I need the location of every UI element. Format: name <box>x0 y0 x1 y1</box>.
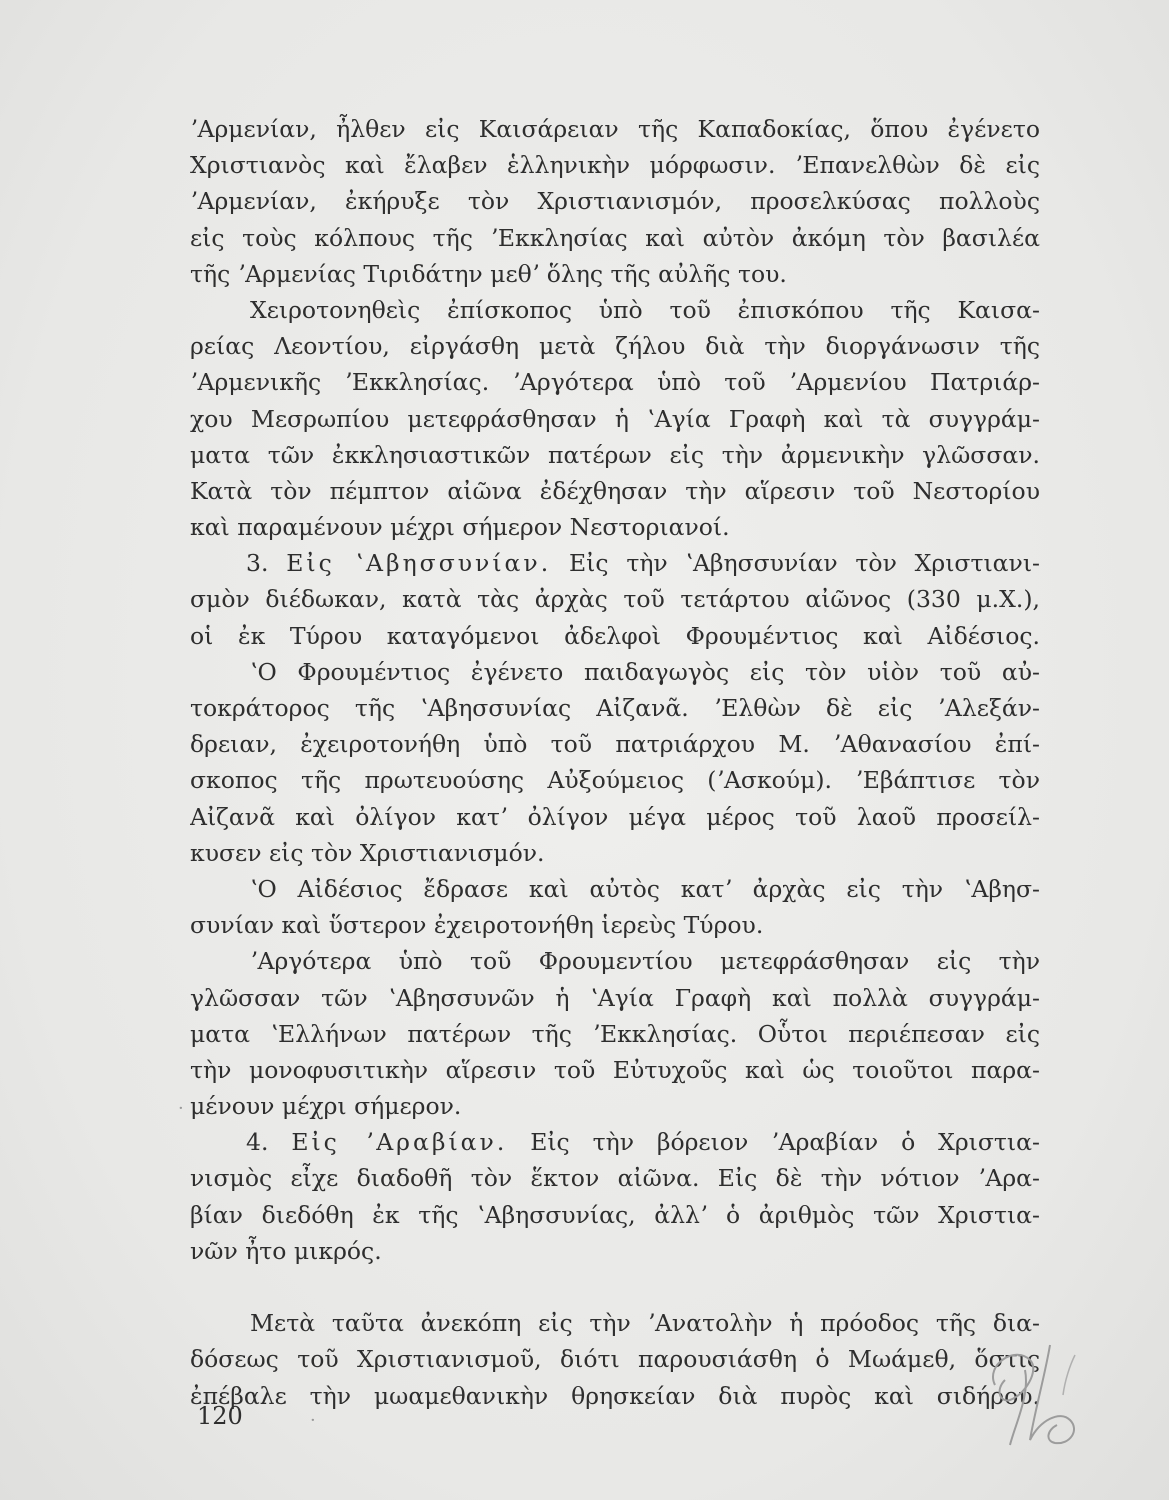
text-line: βίαν διεδόθη ἐκ τῆς ʽΑβησσυνίας, ἀλλʼ ὁ ἀριθμὸς τῶν Χριστια- <box>190 1200 1040 1229</box>
stray-dot: · <box>310 1410 316 1431</box>
text-line: ματα ʽΕλλήνων πατέρων τῆς ʼΕκκλησίας. Οὗτοι περιέπεσαν εἰς <box>190 1019 1040 1048</box>
body-text <box>190 111 1040 1414</box>
text-line: τὴν μονοφυσιτικὴν αἵρεσιν τοῦ Εὐτυχοῦς καὶ ὡς τοιοῦτοι παρα- <box>190 1055 1040 1084</box>
paragraph-gap <box>190 1269 1040 1305</box>
stray-dot: · <box>178 1098 184 1119</box>
text-line: γλῶσσαν τῶν ʽΑβησσυνῶν ἡ ʽΑγία Γραφὴ καὶ πολλὰ συγγράμ- <box>190 983 1040 1012</box>
section-heading: Εἰς ʼΑραβίαν. <box>291 1128 508 1157</box>
section-number: 4. <box>246 1128 269 1157</box>
text-line: σκοπος τῆς πρωτευούσης Αὐξούμειος (ʼΑσκούμ). ʼΕβάπτισε τὸν <box>190 766 1040 795</box>
text-line: δρειαν, ἐχειροτονήθη ὑπὸ τοῦ πατριάρχου Μ. ʼΑθανασίου ἐπί- <box>190 730 1040 759</box>
text-line: Χριστιανὸς καὶ ἔλαβεν ἑλληνικὴν μόρφωσιν. ʼΕπανελθὼν δὲ εἰς <box>190 151 1040 180</box>
text-line: νισμὸς εἶχε διαδοθῆ τὸν ἕκτον αἰῶνα. Εἰς δὲ τὴν νότιον ʼΑρα- <box>190 1164 1040 1193</box>
text-line: σμὸν διέδωκαν, κατὰ τὰς ἀρχὰς τοῦ τετάρτου αἰῶνος (330 μ.Χ.), <box>190 585 1040 614</box>
text-line: δόσεως τοῦ Χριστιανισμοῦ, διότι παρουσιάσθη ὁ Μωάμεθ, ὅστις <box>190 1345 1040 1374</box>
text-line: ʼΑρμενίαν, ἐκήρυξε τὸν Χριστιανισμόν, προσελκύσας πολλοὺς <box>190 187 1040 216</box>
text-line: Κατὰ τὸν πέμπτον αἰῶνα ἐδέχθησαν τὴν αἵρεσιν τοῦ Νεστορίου <box>190 476 1040 505</box>
text-line: τῆς ʼΑρμενίας Τιριδάτην μεθʼ ὅλης τῆς αὐλῆς του. <box>190 259 787 288</box>
page-number: 120 <box>197 1402 243 1430</box>
text-line: συνίαν καὶ ὕστερον ἐχειροτονήθη ἱερεὺς Τύρου. <box>190 911 764 940</box>
text-line: ʼΑρμενίαν, ἦλθεν εἰς Καισάρειαν τῆς Καπαδοκίας, ὅπου ἐγένετο <box>190 115 1040 143</box>
text-line: ʼΑργότερα ὑπὸ τοῦ Φρουμεντίου μετεφράσθησαν εἰς τὴν <box>250 947 1040 976</box>
section-number: 3. <box>246 549 269 578</box>
text-line: οἱ ἐκ Τύρου καταγόμενοι ἀδελφοὶ Φρουμέντιος καὶ Αἰδέσιος. <box>190 621 1040 650</box>
text-line: ρείας Λεοντίου, εἰργάσθη μετὰ ζήλου διὰ τὴν διοργάνωσιν τῆς <box>190 332 1040 361</box>
text-line: εἰς τοὺς κόλπους τῆς ʼΕκκλησίας καὶ αὐτὸν ἀκόμη τὸν βασιλέα <box>190 223 1040 252</box>
text-line: νῶν ἦτο μικρός. <box>190 1236 382 1265</box>
text-line: Μετὰ ταῦτα ἀνεκόπη εἰς τὴν ʼΑνατολὴν ἡ πρόοδος τῆς δια- <box>250 1309 1040 1338</box>
text-line: ματα τῶν ἐκκλησιαστικῶν πατέρων εἰς τὴν ἀρμενικὴν γλῶσσαν. <box>190 440 1040 469</box>
text-line: Αἰζανᾶ καὶ ὀλίγον κατʼ ὀλίγον μέγα μέρος τοῦ λαοῦ προσείλ- <box>190 802 1040 831</box>
section-first-line: Εἰς τὴν βόρειον ʼΑραβίαν ὁ Χριστια- <box>530 1128 1040 1157</box>
text-line: κυσεν εἰς τὸν Χριστιανισμόν. <box>190 838 545 867</box>
text-line: ʽΟ Αἰδέσιος ἔδρασε καὶ αὐτὸς κατʼ ἀρχὰς εἰς τὴν ʽΑβησ- <box>250 874 1040 903</box>
text-line: ʽΟ Φρουμέντιος ἐγένετο παιδαγωγὸς εἰς τὸν υἱὸν τοῦ αὐ- <box>250 657 1040 686</box>
text-line: Χειροτονηθεὶς ἐπίσκοπος ὑπὸ τοῦ ἐπισκόπου τῆς Καισα- <box>250 295 1040 324</box>
section-heading: Εἰς ʽΑβησσυνίαν. <box>286 549 552 578</box>
text-line: χου Μεσρωπίου μετεφράσθησαν ἡ ʽΑγία Γραφὴ καὶ τὰ συγγράμ- <box>190 404 1040 433</box>
section-first-line: Εἰς τὴν ʽΑβησσυνίαν τὸν Χριστιανι- <box>568 549 1040 578</box>
handwritten-mark-icon <box>975 1325 1095 1450</box>
text-line: ἐπέβαλε τὴν μωαμεθανικὴν θρησκείαν διὰ πυρὸς καὶ σιδήρου. <box>190 1381 1040 1410</box>
text-line: ʼΑρμενικῆς ʼΕκκλησίας. ʼΑργότερα ὑπὸ τοῦ ʼΑρμενίου Πατριάρ- <box>190 368 1040 397</box>
text-line: τοκράτορος τῆς ʽΑβησσυνίας Αἰζανᾶ. ʼΕλθὼν δὲ εἰς ʼΑλεξάν- <box>190 694 1040 722</box>
section-4-heading-line <box>190 1124 1040 1160</box>
text-line: καὶ παραμένουν μέχρι σήμερον Νεστοριανοί. <box>190 513 730 542</box>
section-3-heading-line <box>190 545 1040 581</box>
text-line: μένουν μέχρι σήμερον. <box>190 1092 462 1121</box>
